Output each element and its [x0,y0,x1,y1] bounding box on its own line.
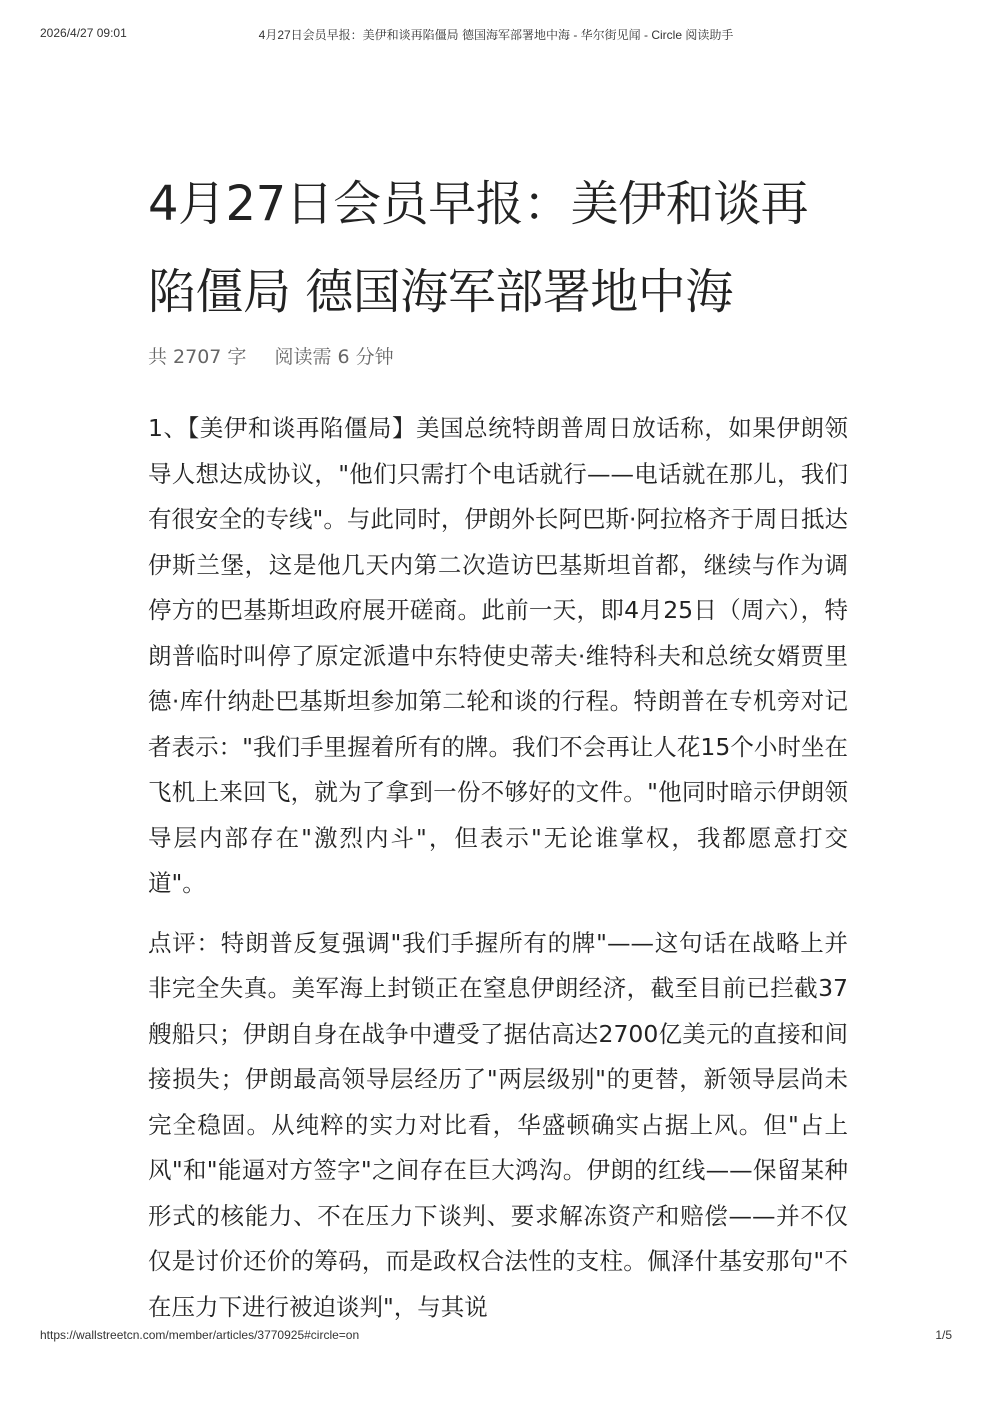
read-time: 阅读需 6 分钟 [274,346,394,368]
article-meta [148,342,848,372]
article-paragraph-news: 1、【美伊和谈再陷僵局】美国总统特朗普周日放话称，如果伊朗领导人想达成协议，"他们只需打个电话就行——电话就在那儿，我们有很安全的专线"。与此同时，伊朗外长阿巴斯·阿拉格齐于周日抵达伊斯兰堡，这是他几天内第二次造访巴基斯坦首都，继续与作为调停方的巴基斯坦政府展开磋商。此前一天，即4月25日（周六），特朗普临时叫停了原定派遣中东特使史蒂夫·维特科夫和总统女婿贾里德·库什纳赴巴基斯坦参加第二轮和谈的行程。特朗普在专机旁对记者表示："我们手里握着所有的牌。我们不会再让人花15个小时坐在飞机上来回飞，就为了拿到一份不够好的文件。"他同时暗示伊朗领导层内部存在"激烈内斗"，但表示"无论谁掌权，我都愿意打交道"。 [148,414,848,897]
article-title-line-1: 4月27日会员早报：美伊和谈再 [148,176,809,232]
article [148,160,848,1330]
print-document-title: 4月27日会员早报：美伊和谈再陷僵局 德国海军部署地中海 - 华尔街见闻 - Circle 阅读助手 [258,28,734,42]
page-number: 1/5 [935,1328,952,1342]
article-title-line-2: 陷僵局 德国海军部署地中海 [148,264,733,320]
print-footer [40,1328,952,1344]
page-url[interactable]: https://wallstreetcn.com/member/articles/3770925#circle=on [40,1328,360,1342]
print-datetime: 2026/4/27 09:01 [40,26,127,40]
print-header [40,26,952,42]
article-paragraph-comment: 点评：特朗普反复强调"我们手握所有的牌"——这句话在战略上并非完全失真。美军海上封锁正在窒息伊朗经济，截至目前已拦截37艘船只；伊朗自身在战争中遭受了据估高达2700亿美元的直接和间接损失；伊朗最高领导层经历了"两层级别"的更替，新领导层尚未完全稳固。从纯粹的实力对比看，华盛顿确实占据上风。但"占上风"和"能逼对方签字"之间存在巨大鸿沟。伊朗的红线——保留某种形式的核能力、不在压力下谈判、要求解冻资产和赔偿——并不仅仅是讨价还价的筹码，而是政权合法性的支柱。佩泽什基安那句"不在压力下进行被迫谈判"，与其说 [148,928,848,1321]
article-title [148,160,848,336]
word-count: 共 2707 字 [148,346,247,368]
